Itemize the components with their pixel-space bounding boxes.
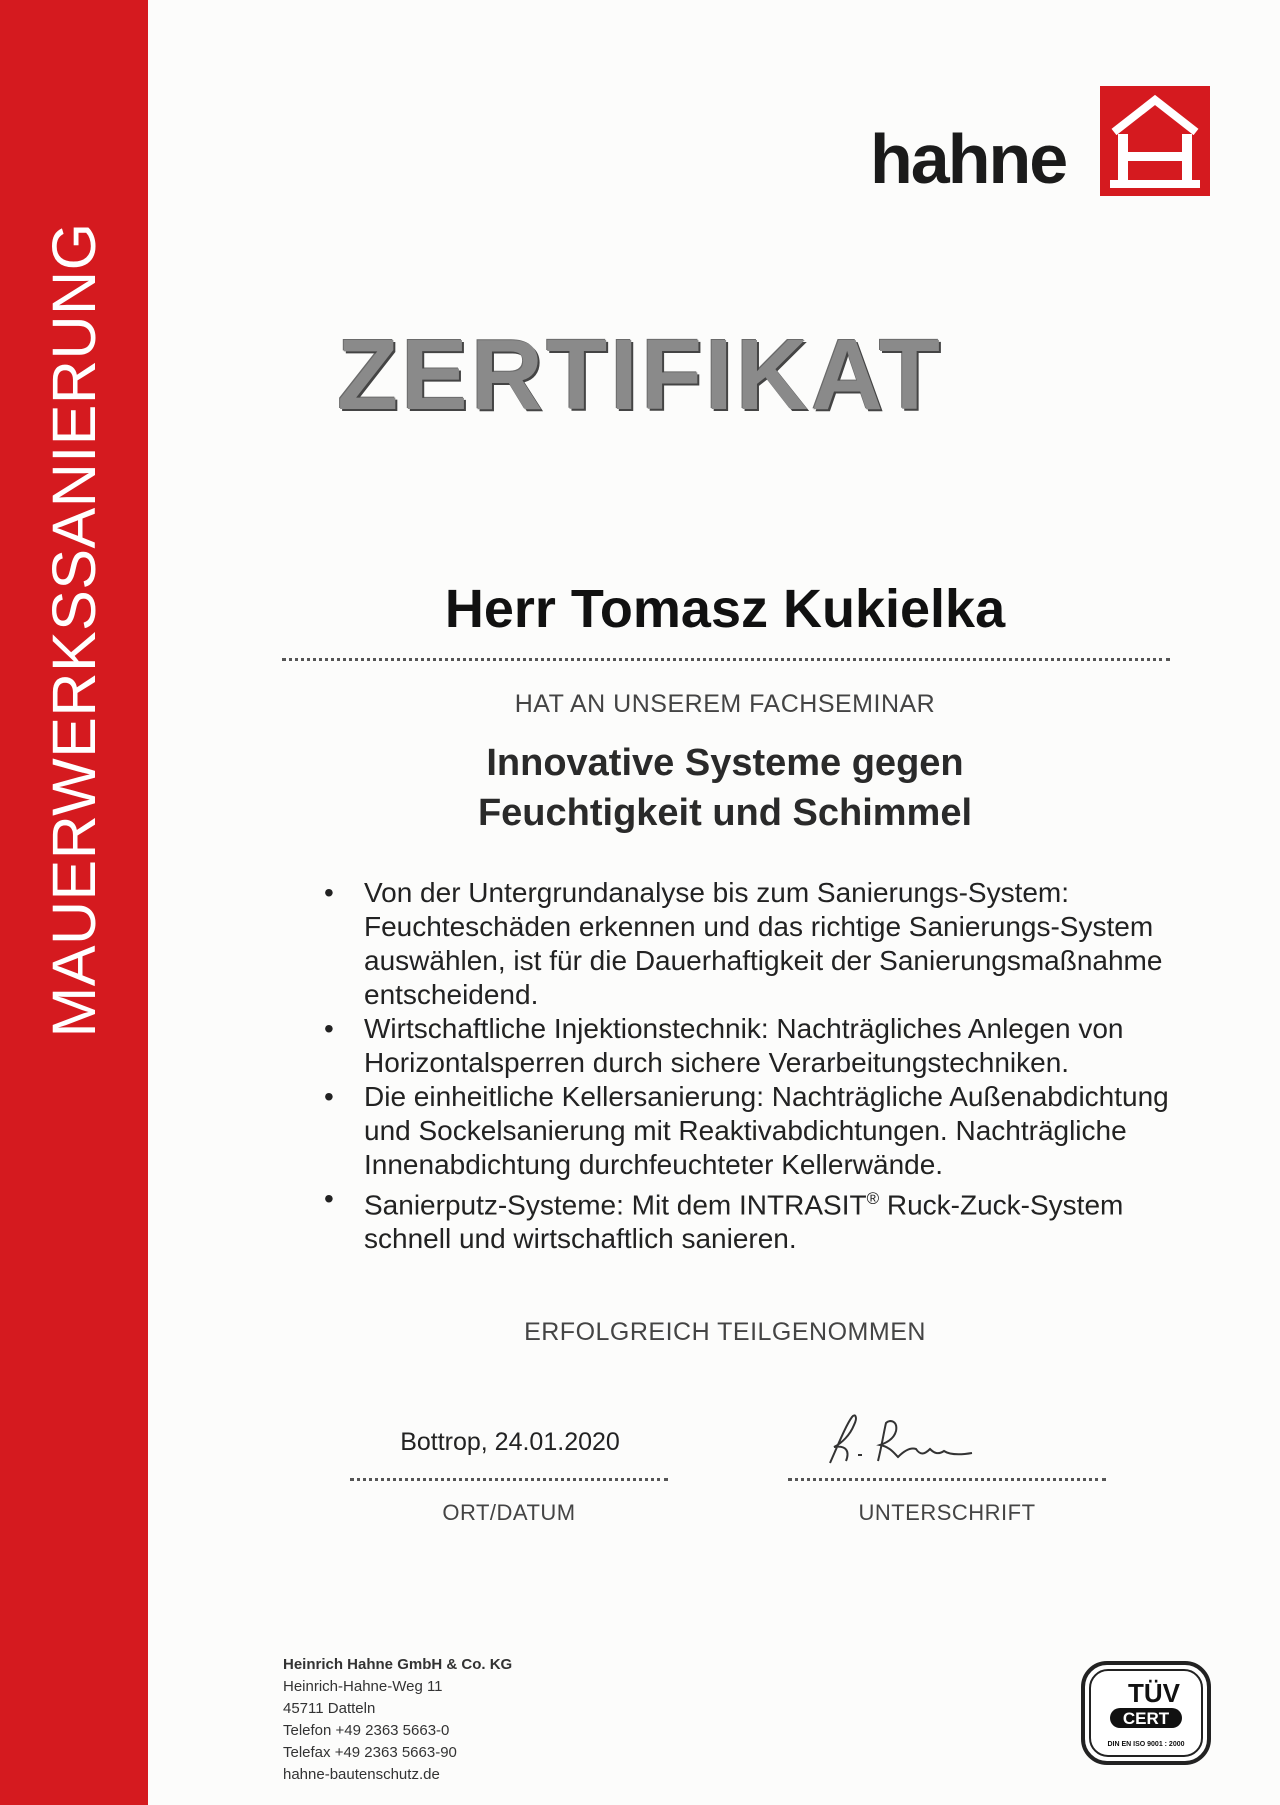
- bullet-icon: •: [324, 877, 334, 908]
- bullet-icon: •: [324, 1183, 334, 1214]
- place-date-label: ORT/DATUM: [442, 1500, 576, 1525]
- topic-item: [320, 1182, 1200, 1256]
- phone-number: Telefon +49 2363 5663-0: [283, 1722, 450, 1739]
- address-street: Heinrich-Hahne-Weg 11: [283, 1678, 443, 1695]
- fax-number: Telefax +49 2363 5663-90: [283, 1744, 457, 1761]
- bullet-icon: •: [324, 1081, 334, 1112]
- topic-text: Wirtschaftliche Injektionstechnik: Nachträgliches Anlegen von Horizontalsperren durch sichere Verarbeitungstechniken.: [364, 1013, 1124, 1078]
- signature-label: UNTERSCHRIFT: [858, 1500, 1036, 1525]
- place-date-dotted-line: [350, 1478, 668, 1481]
- topic-text-start: Sanierputz-Systeme: Mit dem INTRASIT: [364, 1189, 867, 1221]
- house-h-logo-icon: [1100, 86, 1210, 196]
- company-address: [283, 1654, 512, 1786]
- outcome-text: ERFOLGREICH TEILGENOMMEN: [524, 1318, 926, 1346]
- side-banner: [0, 0, 148, 1805]
- tuv-badge-top: TÜV: [1128, 1678, 1180, 1708]
- tuv-badge-middle: CERT: [1122, 1709, 1170, 1728]
- tuv-cert-badge-icon: [1080, 1660, 1212, 1766]
- topic-item: [320, 876, 1200, 1012]
- bullet-icon: •: [324, 1013, 334, 1044]
- signature-dotted-line: [788, 1478, 1106, 1481]
- topic-item: [320, 1012, 1200, 1080]
- topic-text-end: Ruck-Zuck-System schnell und wirtschaftlich sanieren.: [364, 1189, 1124, 1255]
- hahne-logo: [870, 86, 1210, 196]
- seminar-title-line-1: Innovative Systeme gegen: [486, 742, 964, 784]
- website: hahne-bautenschutz.de: [283, 1766, 440, 1783]
- logo-wordmark: hahne: [870, 120, 1067, 198]
- topic-text: Von der Untergrundanalyse bis zum Sanierungs-System: Feuchteschäden erkennen und das richtige Sanierungs-System auswählen, ist für die Dauerhaftigkeit der Sanierungsmaßnahme entscheidend.: [364, 877, 1163, 1010]
- seminar-intro: HAT AN UNSEREM FACHSEMINAR: [514, 690, 936, 718]
- topic-item: [320, 1080, 1200, 1182]
- name-dotted-line: [282, 658, 1170, 661]
- tuv-badge-bottom: DIN EN ISO 9001 : 2000: [1107, 1741, 1185, 1748]
- side-banner-text: MAUERWERKSSANIERUNG: [40, 222, 108, 1038]
- seminar-title-line-2: Feuchtigkeit und Schimmel: [477, 792, 973, 834]
- certificate-title: ZERTIFIKAT: [337, 319, 943, 431]
- address-city: 45711 Datteln: [283, 1700, 376, 1717]
- signature-image: [820, 1405, 980, 1475]
- recipient-name: Herr Tomasz Kukielka: [444, 579, 1006, 639]
- topic-list: [320, 876, 1200, 1256]
- company-name: Heinrich Hahne GmbH & Co. KG: [283, 1656, 513, 1673]
- place-date: Bottrop, 24.01.2020: [400, 1428, 620, 1456]
- topic-text: Die einheitliche Kellersanierung: Nachträgliche Außenabdichtung und Sockelsanierung mit Reaktivabdichtungen. Nachträgliche Innenabdichtung durchfeuchteter Kellerwände.: [364, 1081, 1169, 1180]
- registered-mark: ®: [866, 1189, 880, 1208]
- seminar-title: [280, 738, 1170, 838]
